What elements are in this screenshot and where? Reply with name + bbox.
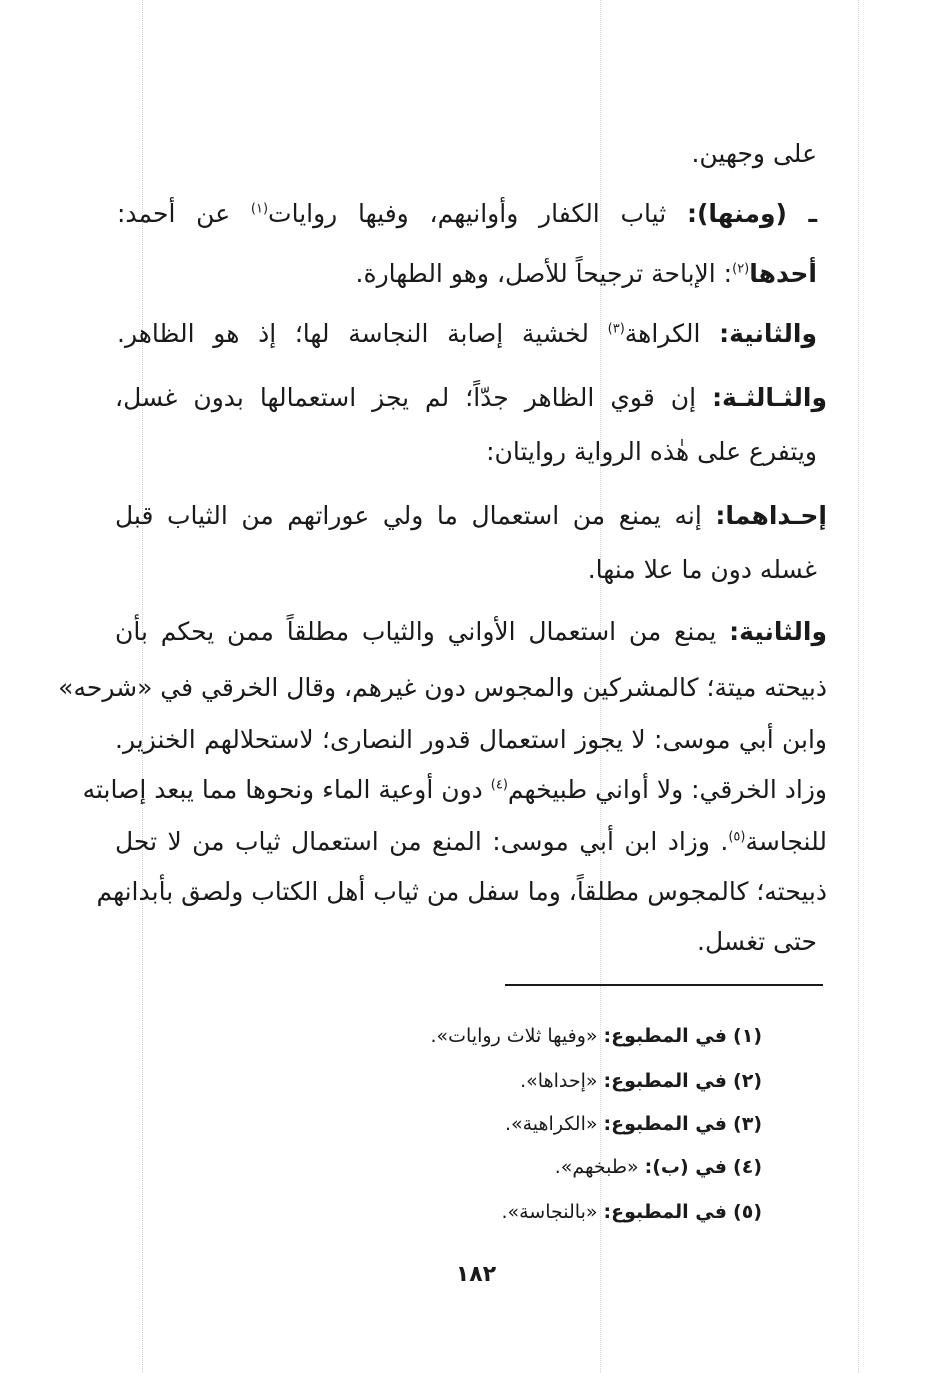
body-text: ويتفرع على هٰذه الرواية روايتان: [486,437,817,466]
body-line-3 [117,246,817,302]
scan-guide-line [858,0,859,1373]
section-lead: ـ (ومنها): [686,199,817,228]
footnote-source: في المطبوع: [603,1113,727,1135]
body-line-12 [82,762,827,818]
body-text: يمنع من استعمال الأواني والثياب مطلقاً ممن يحكم بأن [115,617,730,646]
footnote-ref-1: (١) [250,201,269,217]
footnote-number: (٣) [733,1113,762,1135]
footnote-ref-5: (٥) [728,829,746,845]
body-text: وابن أبي موسى: لا يجوز استعمال قدور النصارى؛ لاستحلالهم الخنزير. [115,725,827,754]
body-text: وزاد الخرقي: ولا أواني طبيخهم [507,775,827,804]
footnote-source: في المطبوع: [603,1025,727,1047]
section-lead: أحدها [749,259,817,288]
body-text: : الإباحة ترجيحاً للأصل، وهو الطهارة. [355,259,733,288]
footnote-source: في المطبوع: [603,1070,727,1092]
body-text: لخشية إصابة النجاسة لها؛ إذ هو الظاهر. [117,319,608,348]
section-lead: إحـداهما: [715,501,827,530]
body-line-13 [115,814,827,870]
footnote-text: «وفيها ثلاث روايات». [430,1025,604,1047]
body-text: ذبيحته ميتة؛ كالمشركين والمجوس دون غيرهم، وقال الخرقي في «شرحه» [58,673,827,702]
footnote-separator [505,984,823,986]
body-text: دون أوعية الماء ونحوها مما يبعد إصابته [82,775,491,804]
body-line-14 [96,864,827,920]
footnote-ref-2: (٢) [732,261,750,277]
footnote-text: «بالنجاسة». [501,1201,604,1223]
footnote-number: (٢) [733,1070,762,1092]
body-text: الكراهة [624,319,720,348]
body-text: للنجاسة [745,827,827,856]
body-line-1 [117,126,817,182]
footnote-text: «الكراهية». [504,1113,604,1135]
footnote-source: في (ب): [644,1156,727,1178]
footnote-ref-4: (٤) [490,777,508,793]
footnote-3 [162,1104,762,1144]
body-text: عن أحمد: [117,199,251,228]
footnote-ref-3: (٣) [607,321,625,337]
section-lead: والثانية: [729,617,827,646]
body-line-11 [115,712,827,768]
page-number: ١٨٢ [455,1262,497,1287]
body-line-5 [115,370,827,426]
section-lead: والثانية: [719,319,817,348]
section-lead: والثـالثـة: [712,383,827,412]
body-line-15 [117,914,817,970]
footnote-text: «طبخهم». [554,1156,645,1178]
body-text: إن قوي الظاهر جدّاً؛ لم يجز استعمالها بدون غسل، [115,383,713,412]
footnote-1 [162,1016,762,1056]
body-line-10 [58,660,827,716]
footnote-5 [162,1192,762,1232]
footnote-number: (١) [733,1025,762,1047]
body-line-7 [115,488,827,544]
footnote-text: «إحداها». [520,1070,604,1092]
body-line-9 [115,604,827,660]
body-text: حتى تغسل. [697,927,817,956]
footnote-2 [162,1061,762,1101]
body-line-4 [117,306,817,362]
body-text: ذبيحته؛ كالمجوس مطلقاً، وما سفل من ثياب أهل الكتاب ولصق بأبدانهم [96,877,827,906]
body-line-6 [117,424,817,480]
body-text: ثياب الكفار وأوانيهم، وفيها روايات [268,199,687,228]
body-line-8 [117,542,817,598]
body-text: . وزاد ابن أبي موسى: المنع من استعمال ثياب من لا تحل [115,827,729,856]
body-text: على وجهين. [691,139,817,168]
footnote-number: (٤) [733,1156,762,1178]
footnote-number: (٥) [733,1201,762,1223]
body-text: إنه يمنع من استعمال ما ولي عوراتهم من الثياب قبل [115,501,716,530]
body-text: غسله دون ما علا منها. [587,555,817,584]
footnote-source: في المطبوع: [603,1201,727,1223]
body-line-2 [117,186,817,242]
footnote-4 [162,1147,762,1187]
